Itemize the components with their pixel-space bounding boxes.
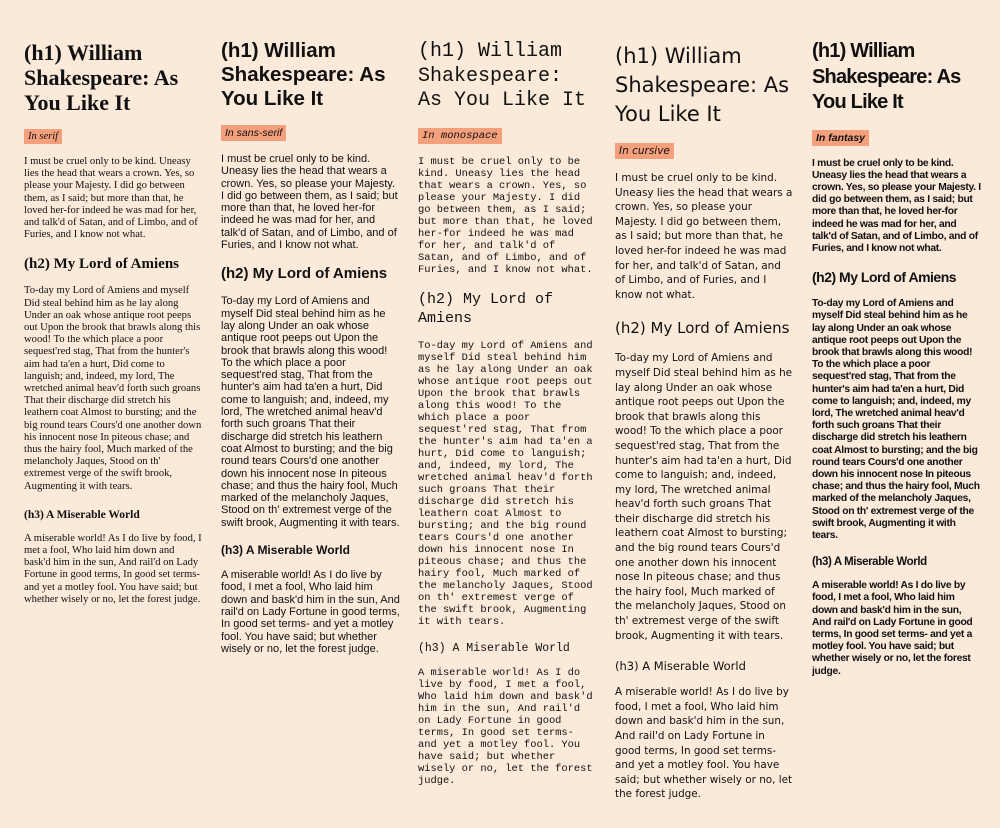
amiens-paragraph: To-day my Lord of Amiens and myself Did steal behind him as he lay along Under an oak whose antique root peeps out Upon the brook that brawls along this wood! To the which place a poor sequest'red stag, That from the hunter's aim had ta'en a hurt, Did come to languish; and, indeed, my lord, The wretched animal heav'd forth such groans That their discharge did stretch his leathern coat Almost to bursting; and the big round tears Cours'd one another down his innocent nose In piteous chase; and thus the hairy fool, Much marked of the melancholy Jaques, Stood on th' extremest verge of the swift brook, Augmenting it with tears. — [24, 285, 202, 492]
section-heading-h3: (h3) A Miserable World — [24, 508, 140, 521]
miserable-world-paragraph: A miserable world! As I do live by food, I met a fool, Who laid him down and bask'd him in the sun, And rail'd on Lady Fortune in good terms, In good set terms- and yet a motley fool. You have said; but whether wisely or no, let the forest judge. — [24, 532, 202, 605]
section-heading-h2: (h2) My Lord of Amiens — [418, 290, 554, 327]
section-heading-h2: (h2) My Lord of Amiens — [221, 265, 388, 283]
column-heading-h1: (h1) William Shakespeare: As You Like It — [812, 40, 961, 113]
intro-paragraph: I must be cruel only to be kind. Uneasy lies the head that wears a crown. Yes, so please your Majesty. I did go between them, as I said; but more than that, he loved her-for indeed he was mad for her, and talk'd of Satan, and of Limbo, and of Furies, and I know not what. — [418, 155, 593, 276]
column-heading-h1: (h1) William Shakespeare: As You Like It — [418, 40, 587, 112]
intro-paragraph: I must be cruel only to be kind. Uneasy lies the head that wears a crown. Yes, so please your Majesty. I did go between them, as I said; but more than that, he loved her-for indeed he was mad for her, and talk'd of Satan, and of Limbo, and of Furies, and I know not what. — [615, 172, 793, 301]
miserable-world-paragraph: A miserable world! As I do live by food, I met a fool, Who laid him down and bask'd him in the sun, And rail'd on Lady Fortune in good terms, In good set terms- and yet a motley fool. You have said; but whether wisely or no, let the forest judge. — [221, 569, 400, 655]
miserable-world-paragraph: A miserable world! As I do live by food, I met a fool, Who laid him down and bask'd him in the sun, And rail'd on Lady Fortune in good terms, In good set terms- and yet a motley fool. You have said; but whether wisely or no, let the forest judge. — [615, 686, 793, 801]
section-heading-h3: (h3) A Miserable World — [418, 641, 570, 655]
column-heading-h1: (h1) William Shakespeare: As You Like It — [24, 40, 179, 115]
font-family-label: In sans-serif — [221, 125, 286, 141]
miserable-world-paragraph: A miserable world! As I do live by food, I met a fool, Who laid him down and bask'd him in the sun, And rail'd on Lady Fortune in good terms, In good set terms- and yet a motley fool. You have said; but whether wisely or no, let the forest judge. — [812, 580, 973, 677]
intro-paragraph: I must be cruel only to be kind. Uneasy lies the head that wears a crown. Yes, so please your Majesty. I did go between them, as I said; but more than that, he loved her-for indeed he was mad for her, and talk'd of Satan, and of Limbo, and of Furies, and I know not what. — [24, 156, 198, 241]
amiens-paragraph: To-day my Lord of Amiens and myself Did steal behind him as he lay along Under an oak whose antique root peeps out Upon the brook that brawls along this wood! To the which place a poor sequest'red stag, That from the hunter's aim had ta'en a hurt, Did come to languish; and, indeed, my lord, The wretched animal heav'd forth such groans That their discharge did stretch his leathern coat Almost to bursting; and the big round tears Cours'd one another down his innocent nose In piteous chase; and thus the hairy fool, Much marked of the melancholy Jaques, Stood on th' extremest verge of the swift brook, Augmenting it with tears. — [418, 339, 593, 628]
font-family-label: In serif — [24, 129, 62, 144]
font-family-label: In monospace — [418, 128, 502, 144]
section-heading-h3: (h3) A Miserable World — [812, 556, 927, 569]
section-heading-h2: (h2) My Lord of Amiens — [615, 319, 790, 338]
intro-paragraph: I must be cruel only to be kind. Uneasy lies the head that wears a crown. Yes, so please your Majesty. I did go between them, as I said; but more than that, he loved her-for indeed he was mad for her, and talk'd of Satan, and of Limbo, and of Furies, and I know not what. — [221, 153, 398, 252]
section-heading-h3: (h3) A Miserable World — [615, 659, 746, 674]
font-family-label: In cursive — [615, 143, 674, 159]
amiens-paragraph: To-day my Lord of Amiens and myself Did steal behind him as he lay along Under an oak whose antique root peeps out Upon the brook that brawls along this wood! To the which place a poor sequest'red stag, That from the hunter's aim had ta'en a hurt, Did come to languish; and, indeed, my lord, The wretched animal heav'd forth such groans That their discharge did stretch his leathern coat Almost to bursting; and the big round tears Cours'd one another down his innocent nose In piteous chase; and thus the hairy fool, Much marked of the melancholy Jaques, Stood on th' extremest verge of the swift brook, Augmenting it with tears. — [221, 295, 400, 529]
intro-paragraph: I must be cruel only to be kind. Uneasy lies the head that wears a crown. Yes, so please your Majesty. I did go between them, as I said; but more than that, he loved her-for indeed he was mad for her, and talk'd of Satan, and of Limbo, and of Furies, and I know not what. — [812, 157, 981, 254]
column-heading-h1: (h1) William Shakespeare: As You Like It — [221, 39, 386, 110]
amiens-paragraph: To-day my Lord of Amiens and myself Did steal behind him as he lay along Under an oak whose antique root peeps out Upon the brook that brawls along this wood! To the which place a poor sequest'red stag, That from the hunter's aim had ta'en a hurt, Did come to languish; and, indeed, my lord, The wretched animal heav'd forth such groans That their discharge did stretch his leathern coat Almost to bursting; and the big round tears Cours'd one another down his innocent nose In piteous chase; and thus the hairy fool, Much marked of the melancholy Jaques, Stood on th' extremest verge of the swift brook, Augmenting it with tears. — [615, 352, 793, 642]
fantasy-column — [812, 0, 1000, 828]
serif-column — [24, 0, 221, 828]
section-heading-h2: (h2) My Lord of Amiens — [812, 269, 957, 286]
section-heading-h3: (h3) A Miserable World — [221, 543, 350, 558]
monospace-column — [418, 0, 615, 828]
amiens-paragraph: To-day my Lord of Amiens and myself Did steal behind him as he lay along Under an oak whose antique root peeps out Upon the brook that brawls along this wood! To the which place a poor sequest'red stag, That from the hunter's aim had ta'en a hurt, Did come to languish; and, indeed, my lord, The wretched animal heav'd forth such groans That their discharge did stretch his leathern coat Almost to bursting; and the big round tears Cours'd one another down his innocent nose In piteous chase; and thus the hairy fool, Much marked of the melancholy Jaques, Stood on th' extremest verge of the swift brook, Augmenting it with tears. — [812, 298, 980, 541]
section-heading-h2: (h2) My Lord of Amiens — [24, 256, 179, 273]
cursive-column — [615, 0, 812, 828]
sans-serif-column — [221, 0, 418, 828]
column-heading-h1: (h1) William Shakespeare: As You Like It — [615, 44, 790, 126]
miserable-world-paragraph: A miserable world! As I do live by food, I met a fool, Who laid him down and bask'd him in the sun, And rail'd on Lady Fortune in good terms, In good set terms- and yet a motley fool. You have said; but whether wisely or no, let the forest judge. — [418, 666, 593, 787]
font-family-label: In fantasy — [812, 130, 869, 146]
